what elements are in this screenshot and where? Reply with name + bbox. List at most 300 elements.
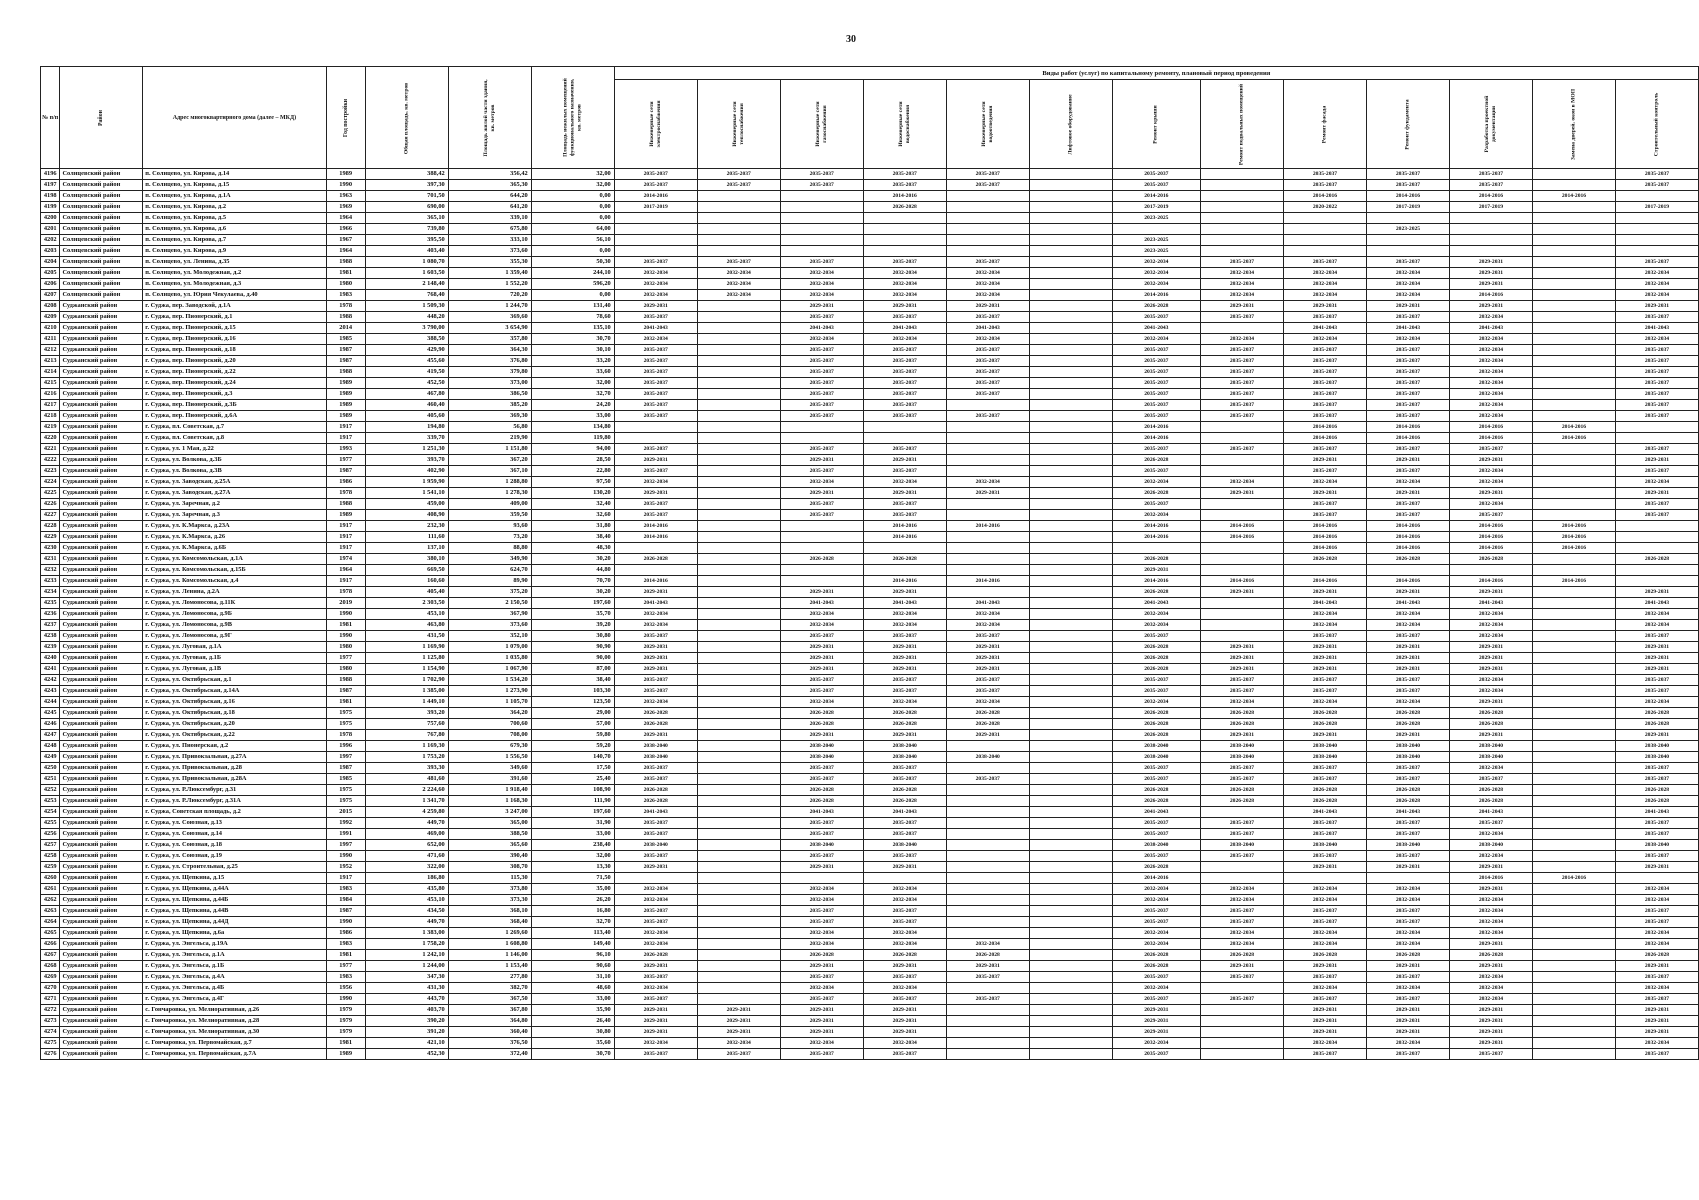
cell-work-period: 2029-2031 <box>1366 455 1449 466</box>
cell-number: 4239 <box>41 642 60 653</box>
cell-work-period: 2038-2040 <box>1200 752 1283 763</box>
cell-work-period: 2041-2043 <box>614 323 697 334</box>
table-row <box>41 268 1699 279</box>
cell-work-period: 2038-2040 <box>1283 840 1366 851</box>
cell-work-period <box>1532 554 1615 565</box>
cell-work-period <box>614 433 697 444</box>
cell-total-area: 434,50 <box>365 906 448 917</box>
cell-district: Суджанский район <box>60 796 143 807</box>
cell-work-period <box>1283 565 1366 576</box>
cell-work-period <box>1200 455 1283 466</box>
cell-work-period: 2023-2025 <box>1366 224 1449 235</box>
cell-year: 1989 <box>326 378 365 389</box>
cell-number: 4225 <box>41 488 60 499</box>
cell-district: Суджанский район <box>60 565 143 576</box>
cell-year: 1988 <box>326 257 365 268</box>
cell-work-period: 2038-2040 <box>863 741 946 752</box>
cell-work-period: 2032-2034 <box>1615 609 1698 620</box>
cell-work-period: 2035-2037 <box>1366 763 1449 774</box>
cell-nonliving-area: 29,00 <box>531 708 614 719</box>
cell-year: 1984 <box>326 895 365 906</box>
cell-work-period <box>697 763 780 774</box>
cell-work-period <box>1615 224 1698 235</box>
cell-work-period <box>697 345 780 356</box>
cell-work-period: 2029-2031 <box>1366 730 1449 741</box>
cell-work-period: 2038-2040 <box>780 752 863 763</box>
cell-work-period <box>946 499 1029 510</box>
cell-total-area: 1 385,00 <box>365 686 448 697</box>
cell-work-period <box>1200 466 1283 477</box>
cell-address: г. Суджа, ул. Союзная, д.18 <box>143 840 326 851</box>
cell-district: Солнцевский район <box>60 213 143 224</box>
cell-work-period: 2026-2028 <box>946 719 1029 730</box>
cell-work-period: 2035-2037 <box>1283 1049 1366 1060</box>
cell-work-period: 2035-2037 <box>1615 972 1698 983</box>
cell-year: 1917 <box>326 433 365 444</box>
cell-work-period: 2038-2040 <box>1112 840 1200 851</box>
cell-address: г. Суджа, ул. Ломоносова, д.11К <box>143 598 326 609</box>
table-row <box>41 422 1699 433</box>
cell-work-period: 2032-2034 <box>1615 895 1698 906</box>
cell-work-period: 2029-2031 <box>780 730 863 741</box>
cell-total-area: 388,42 <box>365 169 448 180</box>
cell-work-period: 2032-2034 <box>614 290 697 301</box>
cell-work-period: 2029-2031 <box>1449 488 1532 499</box>
cell-work-period <box>697 664 780 675</box>
cell-work-period <box>1029 741 1112 752</box>
cell-work-period: 2029-2031 <box>863 488 946 499</box>
col-header-work-0: Инженерные сети электроснабжения <box>614 80 697 169</box>
cell-work-period: 2014-2016 <box>1532 521 1615 532</box>
cell-work-period <box>614 873 697 884</box>
cell-work-period: 2035-2037 <box>863 906 946 917</box>
cell-work-period: 2035-2037 <box>863 763 946 774</box>
cell-year: 1990 <box>326 994 365 1005</box>
cell-work-period: 2026-2028 <box>863 554 946 565</box>
cell-work-period: 2035-2037 <box>1200 378 1283 389</box>
cell-work-period <box>1029 598 1112 609</box>
cell-work-period: 2032-2034 <box>1283 620 1366 631</box>
cell-work-period: 2032-2034 <box>1283 983 1366 994</box>
cell-work-period: 2035-2037 <box>1283 367 1366 378</box>
cell-work-period <box>1029 279 1112 290</box>
cell-work-period: 2032-2034 <box>1200 884 1283 895</box>
cell-living-area: 708,00 <box>448 730 531 741</box>
cell-work-period <box>697 818 780 829</box>
cell-living-area: 364,30 <box>448 345 531 356</box>
cell-year: 1983 <box>326 939 365 950</box>
cell-work-period: 2029-2031 <box>1112 1016 1200 1027</box>
cell-living-area: 373,60 <box>448 246 531 257</box>
cell-work-period: 2029-2031 <box>863 455 946 466</box>
cell-total-area: 2 224,60 <box>365 785 448 796</box>
cell-district: Суджанский район <box>60 653 143 664</box>
cell-work-period <box>697 642 780 653</box>
cell-work-period <box>1029 785 1112 796</box>
cell-work-period: 2026-2028 <box>1112 642 1200 653</box>
cell-address: п. Солнцево, ул. Молодежная, д.3 <box>143 279 326 290</box>
cell-work-period: 2032-2034 <box>863 895 946 906</box>
cell-work-period: 2035-2037 <box>863 444 946 455</box>
cell-work-period <box>1029 367 1112 378</box>
cell-work-period <box>697 994 780 1005</box>
cell-work-period: 2038-2040 <box>1366 752 1449 763</box>
cell-address: г. Суджа, ул. Волкова, д.3В <box>143 466 326 477</box>
table-row <box>41 1027 1699 1038</box>
cell-work-period: 2038-2040 <box>1112 752 1200 763</box>
cell-work-period: 2029-2031 <box>1615 664 1698 675</box>
cell-living-area: 1 608,80 <box>448 939 531 950</box>
cell-total-area: 1 541,10 <box>365 488 448 499</box>
cell-total-area: 393,20 <box>365 708 448 719</box>
cell-work-period: 2032-2034 <box>1449 675 1532 686</box>
cell-total-area: 1 603,50 <box>365 268 448 279</box>
cell-district: Суджанский район <box>60 521 143 532</box>
cell-work-period: 2032-2034 <box>1283 609 1366 620</box>
cell-work-period <box>1532 851 1615 862</box>
cell-work-period <box>697 378 780 389</box>
cell-work-period <box>1200 862 1283 873</box>
cell-work-period: 2026-2028 <box>1366 554 1449 565</box>
cell-work-period: 2035-2037 <box>1283 345 1366 356</box>
cell-address: г. Суджа, пер. Пионерский, д.3Б <box>143 400 326 411</box>
cell-number: 4198 <box>41 191 60 202</box>
cell-work-period <box>1532 235 1615 246</box>
cell-work-period: 2035-2037 <box>1283 774 1366 785</box>
cell-work-period <box>1532 301 1615 312</box>
cell-work-period <box>946 532 1029 543</box>
cell-work-period <box>1200 565 1283 576</box>
table-row <box>41 873 1699 884</box>
cell-work-period: 2041-2043 <box>1449 323 1532 334</box>
cell-address: г. Суджа, ул. Союзная, д.14 <box>143 829 326 840</box>
table-row <box>41 774 1699 785</box>
cell-work-period: 2029-2031 <box>1615 1027 1698 1038</box>
cell-nonliving-area: 30,80 <box>531 1027 614 1038</box>
cell-work-period <box>1029 455 1112 466</box>
cell-work-period: 2032-2034 <box>863 268 946 279</box>
cell-nonliving-area: 48,30 <box>531 543 614 554</box>
table-row <box>41 730 1699 741</box>
cell-work-period: 2014-2016 <box>1366 532 1449 543</box>
cell-work-period <box>1029 719 1112 730</box>
cell-work-period <box>946 224 1029 235</box>
cell-number: 4196 <box>41 169 60 180</box>
cell-number: 4227 <box>41 510 60 521</box>
cell-nonliving-area: 25,40 <box>531 774 614 785</box>
cell-work-period: 2032-2034 <box>1366 279 1449 290</box>
cell-total-area: 1 509,30 <box>365 301 448 312</box>
cell-address: г. Суджа, ул. Ломоносова, д.9В <box>143 620 326 631</box>
cell-district: Суджанский район <box>60 785 143 796</box>
cell-address: г. Суджа, ул. Энгельса, д.4Б <box>143 983 326 994</box>
cell-work-period: 2035-2037 <box>1200 829 1283 840</box>
cell-work-period <box>614 224 697 235</box>
cell-total-area: 669,50 <box>365 565 448 576</box>
cell-work-period: 2032-2034 <box>1112 928 1200 939</box>
cell-address: г. Суджа, ул. Союзная, д.13 <box>143 818 326 829</box>
col-header-address: Адрес многоквартирного дома (далее – МКД) <box>143 67 326 169</box>
cell-work-period: 2035-2037 <box>1112 466 1200 477</box>
cell-work-period: 2026-2028 <box>1112 862 1200 873</box>
table-row <box>41 917 1699 928</box>
cell-work-period <box>1532 686 1615 697</box>
cell-work-period: 2029-2031 <box>1200 730 1283 741</box>
cell-work-period: 2032-2034 <box>1200 895 1283 906</box>
cell-year: 1981 <box>326 950 365 961</box>
cell-work-period: 2038-2040 <box>1449 840 1532 851</box>
cell-work-period: 2035-2037 <box>780 389 863 400</box>
cell-address: г. Суджа, ул. К.Маркса, д.26 <box>143 532 326 543</box>
cell-work-period: 2029-2031 <box>1615 301 1698 312</box>
cell-work-period: 2035-2037 <box>1615 411 1698 422</box>
cell-work-period: 2035-2037 <box>863 774 946 785</box>
cell-work-period: 2035-2037 <box>1366 851 1449 862</box>
cell-work-period <box>1029 906 1112 917</box>
cell-work-period: 2032-2034 <box>1283 477 1366 488</box>
cell-year: 1978 <box>326 587 365 598</box>
table-row <box>41 620 1699 631</box>
cell-address: г. Суджа, ул. 1 Мая, д.22 <box>143 444 326 455</box>
table-row <box>41 631 1699 642</box>
cell-work-period: 2035-2037 <box>1200 675 1283 686</box>
cell-work-period <box>863 213 946 224</box>
cell-work-period: 2041-2043 <box>1449 807 1532 818</box>
cell-work-period <box>1029 939 1112 950</box>
cell-work-period <box>697 334 780 345</box>
cell-total-area: 194,80 <box>365 422 448 433</box>
cell-work-period: 2026-2028 <box>1112 796 1200 807</box>
cell-work-period: 2035-2037 <box>697 180 780 191</box>
cell-work-period: 2014-2016 <box>1449 532 1532 543</box>
cell-work-period <box>697 477 780 488</box>
cell-total-area: 1 169,90 <box>365 642 448 653</box>
cell-work-period: 2035-2037 <box>863 356 946 367</box>
cell-total-area: 1 753,20 <box>365 752 448 763</box>
cell-work-period <box>697 708 780 719</box>
cell-work-period: 2029-2031 <box>1615 455 1698 466</box>
cell-work-period <box>697 565 780 576</box>
cell-work-period: 2035-2037 <box>1283 972 1366 983</box>
cell-number: 4214 <box>41 367 60 378</box>
cell-work-period <box>946 510 1029 521</box>
cell-work-period: 2026-2028 <box>946 708 1029 719</box>
cell-district: Суджанский район <box>60 609 143 620</box>
cell-address: г. Суджа, ул. Привокзальная, д.28 <box>143 763 326 774</box>
cell-work-period: 2032-2034 <box>780 697 863 708</box>
cell-nonliving-area: 32,40 <box>531 499 614 510</box>
cell-work-period: 2017-2019 <box>614 202 697 213</box>
cell-address: г. Суджа, ул. Щепкина, д.6а <box>143 928 326 939</box>
cell-work-period: 2035-2037 <box>614 917 697 928</box>
cell-year: 1988 <box>326 499 365 510</box>
cell-work-period <box>1029 554 1112 565</box>
cell-work-period <box>1532 279 1615 290</box>
cell-work-period: 2014-2016 <box>1283 576 1366 587</box>
cell-work-period: 2035-2037 <box>1200 367 1283 378</box>
cell-total-area: 1 758,20 <box>365 939 448 950</box>
cell-work-period: 2041-2043 <box>780 598 863 609</box>
cell-work-period: 2026-2028 <box>780 708 863 719</box>
cell-work-period: 2029-2031 <box>1449 664 1532 675</box>
cell-living-area: 1 556,50 <box>448 752 531 763</box>
cell-address: г. Суджа, ул. Комсомольская, д.4 <box>143 576 326 587</box>
table-row <box>41 1049 1699 1060</box>
cell-work-period: 2032-2034 <box>697 290 780 301</box>
cell-work-period: 2032-2034 <box>614 477 697 488</box>
cell-work-period: 2041-2043 <box>1283 598 1366 609</box>
cell-work-period: 2035-2037 <box>1200 906 1283 917</box>
cell-work-period <box>1615 422 1698 433</box>
cell-work-period: 2029-2031 <box>1283 488 1366 499</box>
cell-work-period <box>946 554 1029 565</box>
cell-nonliving-area: 30,20 <box>531 587 614 598</box>
cell-total-area: 391,20 <box>365 1027 448 1038</box>
cell-work-period: 2029-2031 <box>1449 862 1532 873</box>
cell-work-period: 2035-2037 <box>780 169 863 180</box>
cell-total-area: 1 080,70 <box>365 257 448 268</box>
cell-address: г. Суджа, ул. Энгельса, д.1Б <box>143 961 326 972</box>
cell-total-area: 455,60 <box>365 356 448 367</box>
cell-work-period: 2035-2037 <box>946 356 1029 367</box>
cell-number: 4237 <box>41 620 60 631</box>
table-row <box>41 950 1699 961</box>
cell-district: Суджанский район <box>60 840 143 851</box>
cell-work-period: 2035-2037 <box>1112 829 1200 840</box>
cell-district: Суджанский район <box>60 763 143 774</box>
cell-work-period: 2035-2037 <box>1615 917 1698 928</box>
cell-work-period: 2032-2034 <box>614 928 697 939</box>
cell-address: г. Суджа, ул. Луговая, д.1В <box>143 664 326 675</box>
cell-work-period: 2029-2031 <box>1283 730 1366 741</box>
col-header-work-4: Инженерные сети водоотведения <box>946 80 1029 169</box>
cell-work-period: 2032-2034 <box>614 983 697 994</box>
cell-work-period <box>1615 576 1698 587</box>
cell-number: 4220 <box>41 433 60 444</box>
cell-work-period <box>1615 565 1698 576</box>
cell-work-period: 2035-2037 <box>1283 378 1366 389</box>
cell-work-period: 2026-2028 <box>1112 664 1200 675</box>
cell-work-period <box>1200 983 1283 994</box>
cell-total-area: 2 303,50 <box>365 598 448 609</box>
cell-work-period: 2029-2031 <box>1615 587 1698 598</box>
cell-work-period: 2041-2043 <box>780 323 863 334</box>
cell-address: г. Суджа, ул. Привокзальная, д.27А <box>143 752 326 763</box>
cell-work-period <box>1532 246 1615 257</box>
cell-work-period <box>697 202 780 213</box>
cell-work-period <box>697 224 780 235</box>
cell-work-period: 2035-2037 <box>614 972 697 983</box>
cell-year: 1987 <box>326 356 365 367</box>
cell-work-period: 2026-2028 <box>1283 554 1366 565</box>
cell-work-period: 2014-2016 <box>1532 543 1615 554</box>
cell-work-period: 2032-2034 <box>1449 367 1532 378</box>
cell-work-period <box>1615 235 1698 246</box>
cell-address: г. Суджа, ул. Комсомольская, д.1А <box>143 554 326 565</box>
cell-work-period: 2032-2034 <box>1283 334 1366 345</box>
cell-work-period: 2029-2031 <box>614 862 697 873</box>
cell-work-period: 2035-2037 <box>1615 180 1698 191</box>
cell-work-period: 2035-2037 <box>1200 345 1283 356</box>
cell-work-period <box>614 422 697 433</box>
cell-district: Суджанский район <box>60 455 143 466</box>
cell-work-period: 2035-2037 <box>614 774 697 785</box>
cell-work-period: 2032-2034 <box>946 279 1029 290</box>
cell-living-area: 372,40 <box>448 1049 531 1060</box>
cell-work-period <box>1200 1005 1283 1016</box>
cell-living-area: 219,90 <box>448 433 531 444</box>
cell-year: 1977 <box>326 455 365 466</box>
cell-nonliving-area: 90,90 <box>531 642 614 653</box>
cell-work-period: 2032-2034 <box>1449 345 1532 356</box>
cell-nonliving-area: 35,90 <box>531 1005 614 1016</box>
cell-address: г. Суджа, ул. Октябрьская, д.20 <box>143 719 326 730</box>
cell-work-period: 2026-2028 <box>863 950 946 961</box>
cell-year: 1986 <box>326 928 365 939</box>
cell-work-period <box>697 609 780 620</box>
cell-total-area: 186,80 <box>365 873 448 884</box>
cell-district: Солнцевский район <box>60 268 143 279</box>
cell-total-area: 429,90 <box>365 345 448 356</box>
cell-work-period: 2032-2034 <box>1615 620 1698 631</box>
cell-work-period: 2035-2037 <box>1283 356 1366 367</box>
header-row-1 <box>41 67 1699 80</box>
cell-work-period: 2023-2025 <box>1112 235 1200 246</box>
cell-work-period: 2014-2016 <box>946 521 1029 532</box>
cell-address: г. Суджа, ул. Энгельса, д.1А <box>143 950 326 961</box>
cell-work-period: 2035-2037 <box>1200 917 1283 928</box>
cell-number: 4250 <box>41 763 60 774</box>
cell-work-period: 2029-2031 <box>1449 301 1532 312</box>
cell-work-period: 2032-2034 <box>1449 334 1532 345</box>
cell-work-period: 2035-2037 <box>1112 180 1200 191</box>
table-row <box>41 1038 1699 1049</box>
cell-living-area: 359,50 <box>448 510 531 521</box>
cell-district: Солнцевский район <box>60 290 143 301</box>
cell-number: 4234 <box>41 587 60 598</box>
cell-work-period: 2014-2016 <box>1532 422 1615 433</box>
cell-year: 1996 <box>326 741 365 752</box>
cell-work-period <box>1615 213 1698 224</box>
cell-living-area: 1 269,60 <box>448 928 531 939</box>
cell-work-period <box>697 972 780 983</box>
cell-work-period: 2014-2016 <box>1283 532 1366 543</box>
cell-work-period: 2035-2037 <box>1615 400 1698 411</box>
cell-year: 1963 <box>326 191 365 202</box>
cell-work-period: 2038-2040 <box>1200 741 1283 752</box>
cell-living-area: 367,90 <box>448 609 531 620</box>
cell-nonliving-area: 59,20 <box>531 741 614 752</box>
cell-work-period: 2029-2031 <box>780 1016 863 1027</box>
cell-work-period: 2032-2034 <box>1366 939 1449 950</box>
cell-work-period <box>863 433 946 444</box>
cell-number: 4236 <box>41 609 60 620</box>
cell-work-period: 2035-2037 <box>780 829 863 840</box>
cell-work-period <box>1366 213 1449 224</box>
cell-nonliving-area: 28,50 <box>531 455 614 466</box>
cell-year: 2015 <box>326 807 365 818</box>
cell-work-period: 2032-2034 <box>1449 686 1532 697</box>
cell-work-period: 2035-2037 <box>780 917 863 928</box>
cell-work-period: 2035-2037 <box>946 972 1029 983</box>
cell-work-period <box>1029 356 1112 367</box>
cell-number: 4235 <box>41 598 60 609</box>
cell-number: 4200 <box>41 213 60 224</box>
cell-district: Суджанский район <box>60 994 143 1005</box>
cell-nonliving-area: 22,80 <box>531 466 614 477</box>
cell-district: Солнцевский район <box>60 180 143 191</box>
table-row <box>41 895 1699 906</box>
